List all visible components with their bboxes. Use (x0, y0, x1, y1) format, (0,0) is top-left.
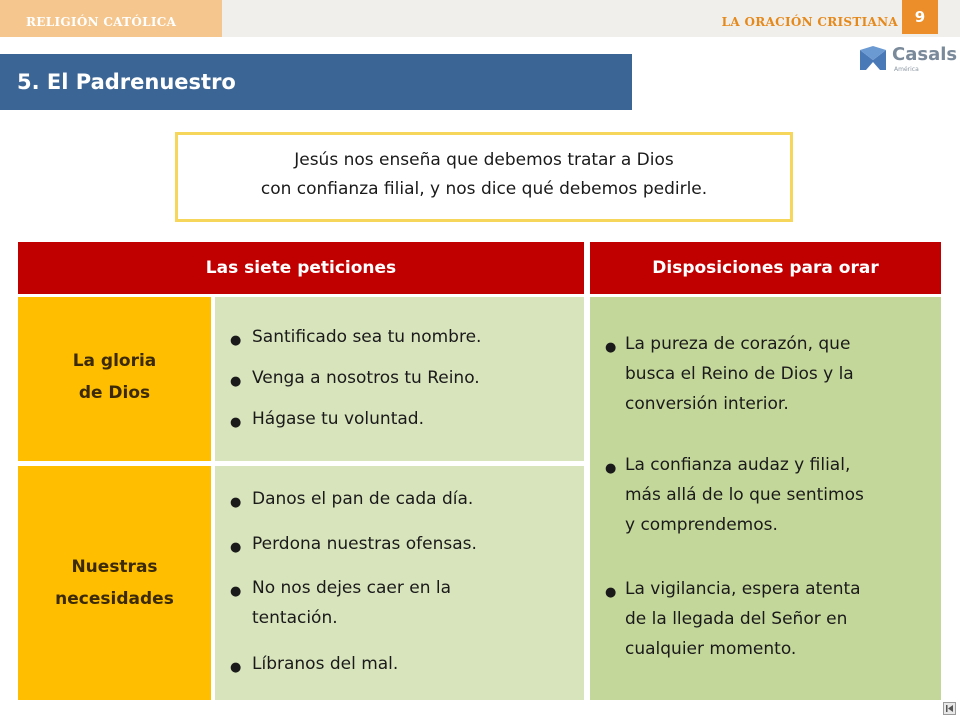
category-line: La gloria (72, 351, 157, 371)
title-bar (0, 54, 632, 110)
bullet-icon: ● (230, 495, 242, 510)
list-item: Santificado sea tu nombre. (252, 327, 482, 347)
header-peticiones: Las siete peticiones (18, 242, 584, 294)
list-item: Venga a nosotros tu Reino. (252, 368, 480, 388)
back-arrow-icon[interactable] (943, 702, 956, 715)
list-item: No nos dejes caer en la (252, 578, 452, 598)
topic-label: LA ORACIÓN CRISTIANA (721, 15, 898, 29)
bullet-icon: ● (605, 585, 617, 600)
category-line: Nuestras (71, 557, 158, 577)
disposition-line: y comprendemos. (625, 515, 778, 535)
list-item-continuation: tentación. (252, 608, 338, 628)
disposition-line: conversión interior. (625, 394, 789, 414)
bullet-icon: ● (230, 374, 242, 389)
bullet-icon: ● (230, 415, 242, 430)
intro-line-2: con confianza filial, y nos dice qué debemos pedirle. (260, 179, 708, 199)
disposition-line: cualquier momento. (625, 639, 797, 659)
list-item: Danos el pan de cada día. (252, 489, 474, 509)
header-disposiciones: Disposiciones para orar (590, 242, 941, 294)
logo-word: Casals (892, 44, 958, 65)
disposition-line: La vigilancia, espera atenta (625, 579, 861, 599)
subject-label: RELIGIÓN CATÓLICA (26, 15, 177, 29)
bullet-icon: ● (605, 340, 617, 355)
list-item: Líbranos del mal. (252, 654, 399, 674)
disposition-line: La confianza audaz y filial, (625, 455, 851, 475)
category-necesidades (18, 466, 211, 700)
bullet-icon: ● (230, 584, 242, 599)
intro-box (175, 132, 793, 222)
casals-logo (858, 40, 958, 76)
disposition-line: más allá de lo que sentimos (625, 485, 864, 505)
requests-necesidades (215, 466, 584, 700)
category-line: de Dios (78, 383, 151, 403)
page-title: 5. El Padrenuestro (17, 70, 236, 94)
disposition-line: La pureza de corazón, que (625, 334, 851, 354)
bullet-icon: ● (230, 333, 242, 348)
requests-gloria (215, 297, 584, 461)
category-line: necesidades (55, 589, 174, 609)
disposition-line: busca el Reino de Dios y la (625, 364, 854, 384)
bullet-icon: ● (230, 540, 242, 555)
category-gloria (18, 297, 211, 461)
casals-logo-icon (858, 44, 888, 72)
bullet-icon: ● (605, 461, 617, 476)
bullet-icon: ● (230, 660, 242, 675)
disposition-line: de la llegada del Señor en (625, 609, 848, 629)
page-number: 9 (902, 0, 938, 34)
logo-subtitle: América (894, 66, 919, 73)
dispositions-panel (590, 297, 941, 700)
list-item: Perdona nuestras ofensas. (252, 534, 477, 554)
intro-line-1: Jesús nos enseña que debemos tratar a Dios (294, 150, 674, 170)
list-item: Hágase tu voluntad. (252, 409, 424, 429)
